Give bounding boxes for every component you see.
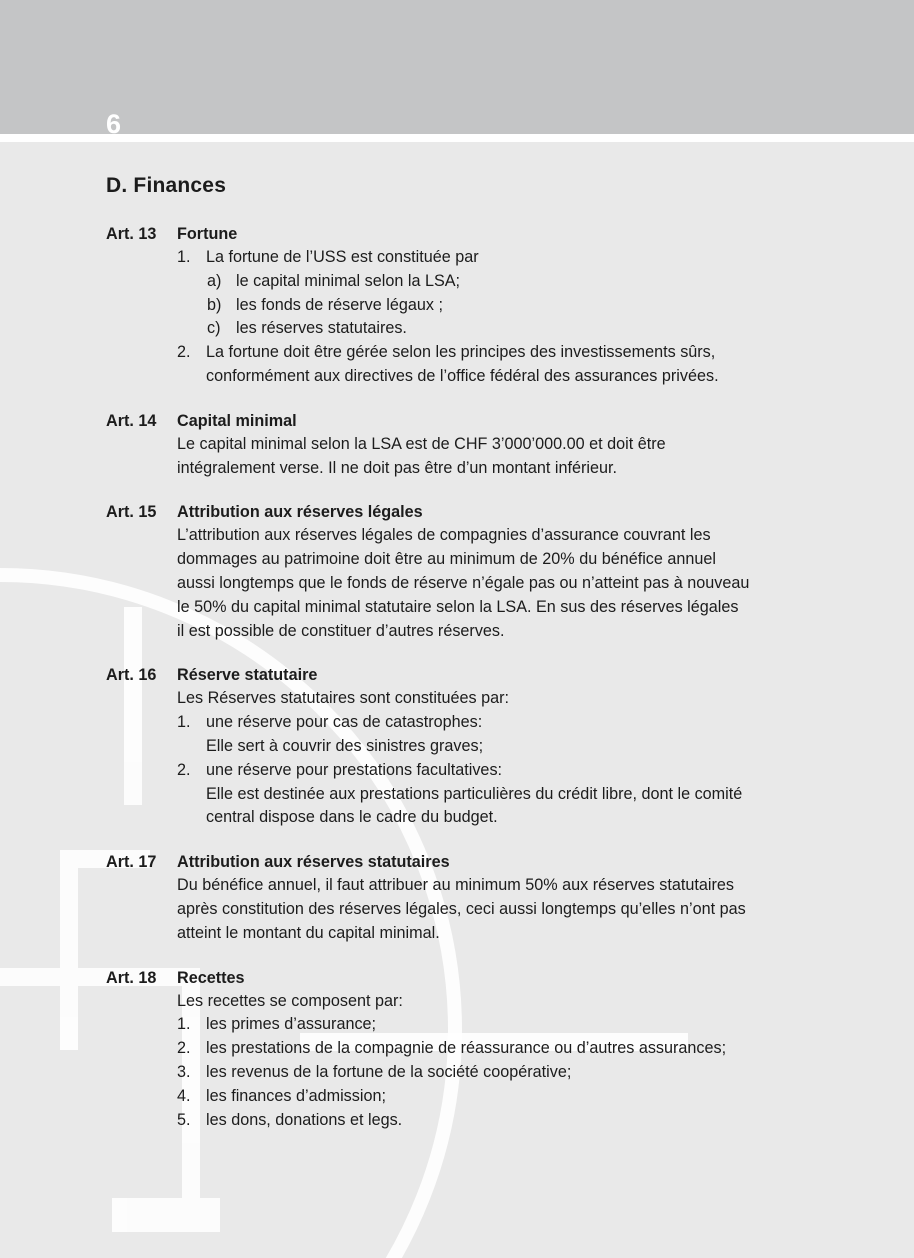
- list-item-line: une réserve pour cas de catastrophes:: [206, 713, 483, 732]
- article-heading: [106, 500, 806, 524]
- article-body: [106, 687, 806, 830]
- list-item-text: [206, 246, 806, 270]
- article-body: [106, 524, 806, 643]
- article-title: Fortune: [177, 225, 238, 243]
- article-text-line: il est possible de constituer d’autres réserves.: [177, 621, 505, 640]
- list-item: [177, 1085, 806, 1109]
- sub-list-item-letter: c): [207, 319, 221, 338]
- list-item: [177, 246, 806, 270]
- article-body: [106, 990, 806, 1133]
- article-body: [106, 246, 806, 389]
- sub-list-item: [177, 294, 806, 318]
- article: [106, 966, 806, 1133]
- list-item-text: [206, 341, 806, 389]
- articles-list: [106, 222, 806, 1132]
- article-text-line: après constitution des réserves légales, ceci aussi longtemps qu’elles n’ont pas: [177, 899, 746, 918]
- article-heading: [106, 663, 806, 687]
- article-intro: Les recettes se composent par:: [177, 991, 403, 1010]
- list-item-text: [206, 1037, 806, 1061]
- article-text-line: dommages au patrimoine doit être au minimum de 20% du bénéfice annuel: [177, 550, 717, 569]
- article-title: Capital minimal: [177, 411, 297, 430]
- article: [106, 850, 806, 945]
- list-item-number: 2.: [177, 1039, 191, 1058]
- list-item: [177, 1037, 806, 1061]
- article-number: Art. 14: [106, 411, 157, 430]
- list-item: [177, 1013, 806, 1037]
- list-item-text: [206, 711, 806, 759]
- list-item: [177, 1061, 806, 1085]
- article-heading: [106, 850, 806, 874]
- list-item-line: les finances d’admission;: [206, 1086, 386, 1105]
- list-item-line: une réserve pour prestations facultatives:: [206, 760, 503, 779]
- article-body: [106, 433, 806, 481]
- list-item-text: [206, 1109, 806, 1133]
- list-item: [177, 759, 806, 830]
- list-item-number: 2.: [177, 760, 191, 779]
- article-heading: [106, 222, 806, 246]
- list-item-number: 5.: [177, 1110, 191, 1129]
- list-item-text: [206, 1061, 806, 1085]
- article-text-line: atteint le montant du capital minimal.: [177, 923, 440, 942]
- list-item-line: conformément aux directives de l’office fédéral des assurances privées.: [206, 366, 719, 385]
- list-item-text: [206, 1013, 806, 1037]
- list-item-text: [206, 1085, 806, 1109]
- list-item-number: 4.: [177, 1086, 191, 1105]
- article-text-line: L’attribution aux réserves légales de compagnies d’assurance couvrant les: [177, 526, 711, 545]
- list-item: [177, 341, 806, 389]
- list-item-line: les primes d’assurance;: [206, 1015, 377, 1034]
- page-number: 6: [106, 109, 122, 139]
- article-title: Attribution aux réserves légales: [177, 503, 423, 522]
- sub-list-item-letter: a): [207, 271, 222, 290]
- article: [106, 222, 806, 389]
- article-number: Art. 17: [106, 853, 157, 872]
- list-item-number: 2.: [177, 343, 191, 362]
- sub-list-item-text: le capital minimal selon la LSA;: [236, 271, 461, 290]
- article-number: Art. 13: [106, 225, 157, 243]
- article-text-line: Le capital minimal selon la LSA est de CHF 3’000’000.00 et doit être: [177, 434, 666, 453]
- article-number: Art. 16: [106, 666, 157, 685]
- list-item-line: Elle est destinée aux prestations particulières du crédit libre, dont le comité: [206, 784, 743, 803]
- article-text-line: Du bénéfice annuel, il faut attribuer au minimum 50% aux réserves statutaires: [177, 876, 734, 895]
- list-item-line: les prestations de la compagnie de réassurance ou d’autres assurances;: [206, 1039, 727, 1058]
- list-item-line: central dispose dans le cadre du budget.: [206, 808, 498, 827]
- article: [106, 409, 806, 481]
- article-intro: Les Réserves statutaires sont constituées par:: [177, 689, 510, 708]
- article-title: Réserve statutaire: [177, 666, 318, 685]
- article-body: [106, 874, 806, 945]
- list-item-number: 1.: [177, 1015, 191, 1034]
- article-heading: [106, 966, 806, 990]
- article-text-line: aussi longtemps que le fonds de réserve n’égale pas ou n’atteint pas à nouveau: [177, 573, 750, 592]
- section-title: D. Finances: [106, 174, 227, 197]
- list-item-line: Elle sert à couvrir des sinistres graves;: [206, 736, 484, 755]
- list-item-line: les revenus de la fortune de la société coopérative;: [206, 1062, 572, 1081]
- list-item-number: 1.: [177, 713, 191, 732]
- sub-list-item-text: les réserves statutaires.: [236, 319, 407, 338]
- article-heading: [106, 409, 806, 433]
- article-text-line: le 50% du capital minimal statutaire selon la LSA. En sus des réserves légales: [177, 597, 739, 616]
- list-item-number: 3.: [177, 1062, 191, 1081]
- list-item: [177, 711, 806, 759]
- article-number: Art. 15: [106, 503, 157, 522]
- article: [106, 663, 806, 830]
- sub-list-item-text: les fonds de réserve légaux ;: [236, 295, 443, 314]
- list-item-line: La fortune de l’USS est constituée par: [206, 248, 479, 266]
- article-text-line: intégralement verse. Il ne doit pas être d’un montant inférieur.: [177, 458, 618, 477]
- sub-list-item: [177, 270, 806, 294]
- list-item: [177, 1109, 806, 1133]
- sub-list-item: [177, 317, 806, 341]
- list-item-line: les dons, donations et legs.: [206, 1110, 403, 1129]
- document-content: [106, 172, 806, 1152]
- article-number: Art. 18: [106, 968, 157, 987]
- article: [106, 500, 806, 643]
- article-title: Recettes: [177, 968, 245, 987]
- list-item-text: [206, 759, 806, 830]
- list-item-line: La fortune doit être gérée selon les principes des investissements sûrs,: [206, 343, 716, 362]
- list-item-number: 1.: [177, 248, 191, 266]
- article-title: Attribution aux réserves statutaires: [177, 853, 450, 872]
- sub-list-item-letter: b): [207, 295, 222, 314]
